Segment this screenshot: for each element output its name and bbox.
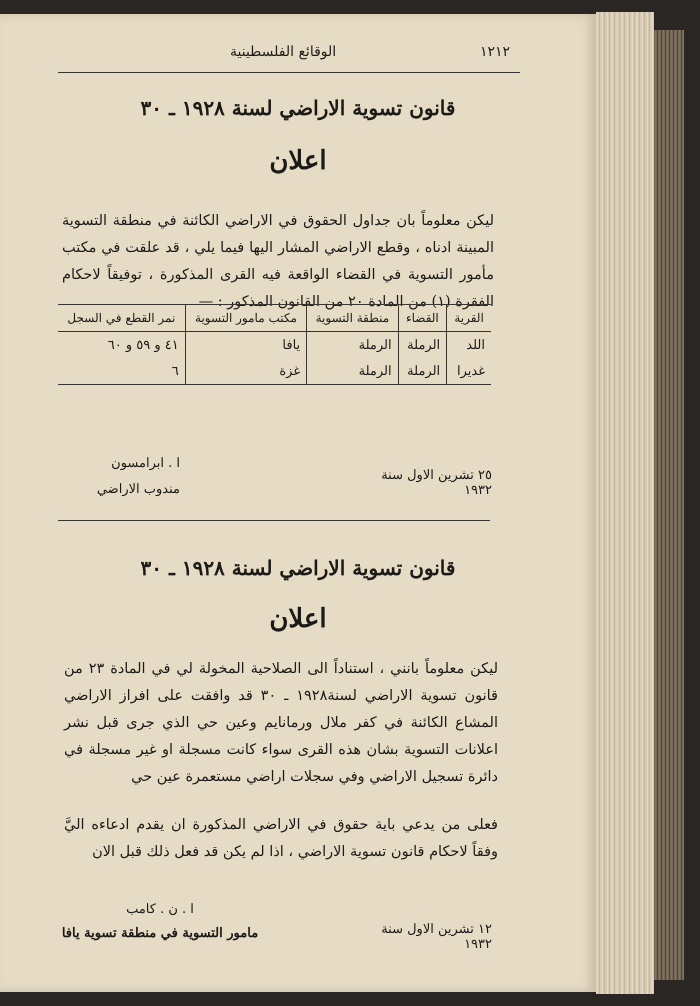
col-settlement-area: منطقة التسوية (307, 305, 398, 332)
cell-settlement-area: الرملة (307, 332, 398, 359)
cell-parcel-numbers: ٦ (171, 363, 179, 379)
cell-office: يافا (185, 332, 306, 359)
cell-office: غزة (185, 358, 306, 385)
page-edges (596, 12, 654, 994)
notice1-body: ليكن معلوماً بان جداول الحقوق في الاراضي الكائنة في منطقة التسوية المبينة ادناه ، وقطع الاراضي المشار اليها فيما يلي ، قد علقت في مكتب مأمور التسوية في القضاء الواقعة فيه القرى المذكورة ، توفيقاً لاحكام الفقرة (١) من المادة ٢٠ من القانون المذكور : — (62, 213, 494, 310)
notice2-signatory-title: مامور التسوية في منطقة تسوية يافا (61, 926, 259, 941)
col-parcel-numbers: نمر القطع في السجل (58, 305, 185, 332)
col-village: القرية (447, 305, 491, 332)
book-cover-edge (654, 30, 684, 980)
schedule-table-wrap (58, 304, 491, 385)
table-row (58, 332, 491, 359)
notice1-signatory-name: ا . ابرامسون (111, 456, 180, 471)
notice2-signatory-name: ا . ن . كامب (126, 902, 194, 917)
running-header-title: الوقائع الفلسطينية (230, 44, 337, 60)
table-row (58, 358, 491, 385)
notice2-date: ١٢ تشرين الاول سنة ١٩٣٢ (381, 922, 492, 952)
notice2-body-paragraph-1: ليكن معلوماً بانني ، استناداً الى الصلاحية المخولة لي في المادة ٢٣ من قانون تسوية الاراضي لسنة١٩٢٨ ـ ٣٠ قد وافقت على افراز الاراضي المشاع الكائنة في كفر ملال ورمانايم وعين حي الذي جرى قبل نشر اعلانات التسوية بشان هذه القرى سواء كانت مسجلة او غير مسجلة في دائرة تسجيل الاراضي وفي سجلات اراضي مستعمرة عين حي (64, 661, 498, 785)
notice1-heading: اعلان (269, 146, 327, 176)
cell-district: الرملة (398, 358, 447, 385)
cell-settlement-area: الرملة (307, 358, 398, 385)
notice2-body-paragraph-2: فعلى من يدعي باية حقوق في الاراضي المذكورة ان يقدم ادعاءه اليَّ وفقاً لاحكام قانون تسوية الاراضي ، اذا لم يكن قد فعل ذلك قبل الان (64, 817, 498, 860)
notice1-signatory-title: مندوب الاراضي (96, 482, 180, 497)
schedule-table (58, 304, 491, 385)
cell-district: الرملة (398, 332, 447, 359)
col-district: القضاء (398, 305, 447, 332)
notice1-law-title: قانون تسوية الاراضي لسنة ١٩٢٨ ـ ٣٠ (140, 96, 456, 120)
notice2-heading: اعلان (269, 604, 327, 634)
cell-village: غديرا (447, 358, 491, 385)
page-number: ١٢١٢ (480, 44, 511, 60)
cell-village: اللد (447, 332, 491, 359)
col-office: مكتب مامور التسوية (185, 305, 306, 332)
notice1-date: ٢٥ تشرين الاول سنة ١٩٣٢ (381, 468, 492, 498)
section-divider (58, 520, 490, 521)
notice2-law-title: قانون تسوية الاراضي لسنة ١٩٢٨ ـ ٣٠ (140, 556, 456, 580)
cell-parcel-numbers: ٤١ و ٥٩ و ٦٠ (107, 337, 179, 353)
header-rule (58, 72, 520, 73)
